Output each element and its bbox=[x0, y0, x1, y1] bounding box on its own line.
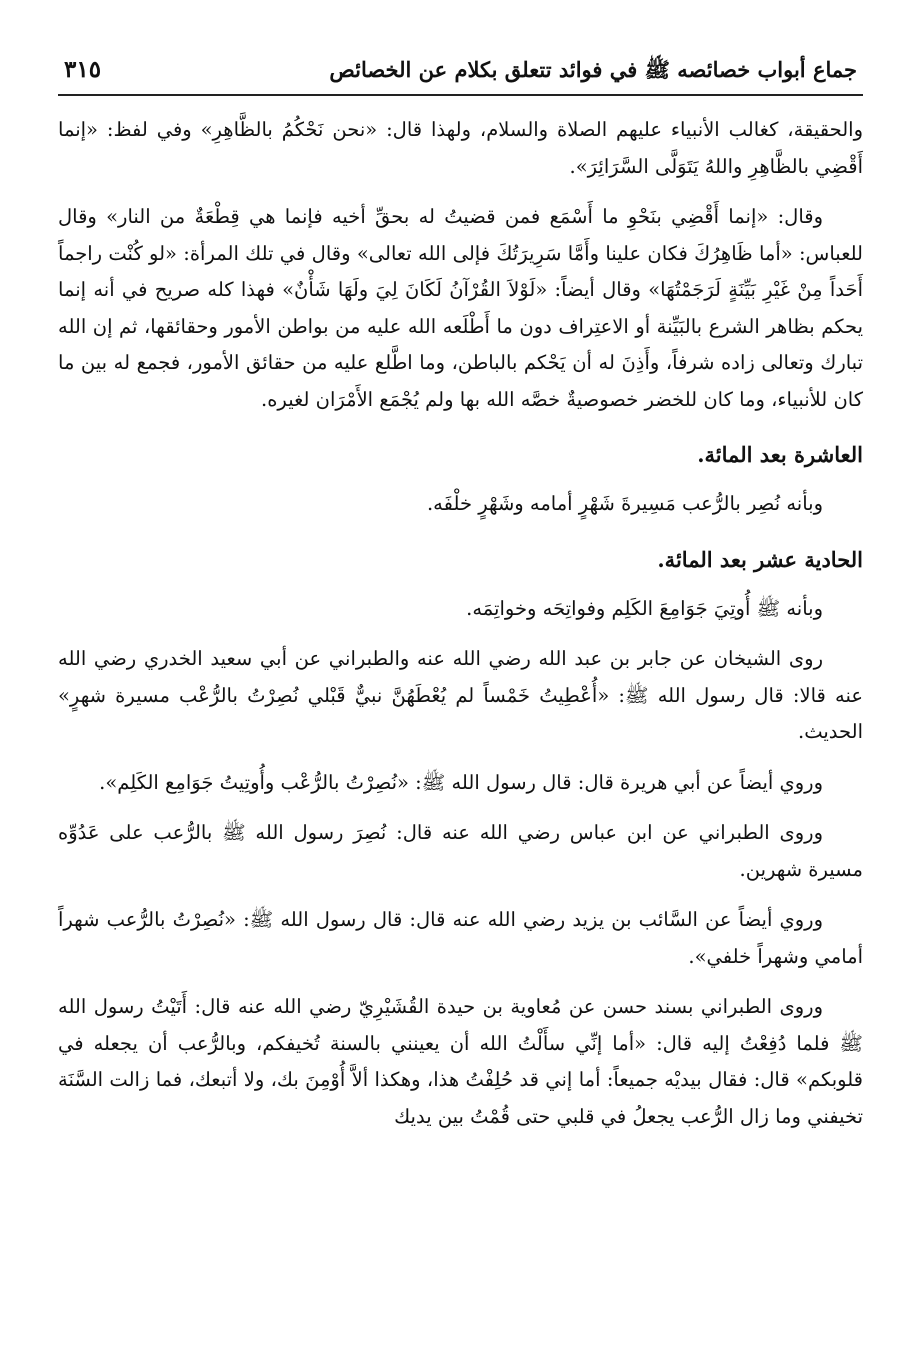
paragraph: وقال: «إنما أَقْضِي بنَحْوِ ما أَسْمَع فمن قضيتُ له بحقِّ أخيه فإنما هي قِطْعَةٌ من النار» وقال للعباس: «أما ظَاهِرُكَ فكان علينا وأَمَّا سَرِيرَتُكَ فإلى الله تعالى» وقال في تلك المرأة: «لو كُنْت راجماً أَحَداً مِنْ غَيْرِ بَيِّنَةٍ لَرَجَمْتُهَا» وقال أيضاً: «لَوْلاَ القُرْآنُ لَكَانَ لِيَ ولَهَا شَأْنٌ» فهذا كله صريح في أنه إنما يحكم بظاهر الشرع بالبَيِّنة أو الاعتِراف دون ما أَطْلَعه الله عليه من بواطن الأمور وحقائقها، ثم إن الله تبارك وتعالى زاده شرفاً، وأَذِنَ له أن يَحْكم بالباطن، وما اطَّلع عليه من حقائق الأمور، فجمع له بين ما كان للأنبياء، وما كان للخضر خصوصيةٌ خصَّه الله بها ولم يُجْمَع الأَمْرَان لغيره. bbox=[58, 205, 863, 411]
paragraph: روى الشيخان عن جابر بن عبد الله رضي الله عنه والطبراني عن أبي سعيد الخدري رضي الله عنه قالا: قال رسول الله ﷺ: «أُعْطِيتُ خَمْساً لم يُعْطَهُنَّ نبيٌّ قَبْلي نُصِرْتُ بالرُّعْب مسيرة شهرٍ» الحديث. bbox=[58, 647, 863, 743]
section-heading: الحادية عشر بعد المائة. bbox=[657, 546, 863, 572]
paragraph: وبأنه نُصِر بالرُّعب مَسِيرةَ شَهْرٍ أمامه وشَهْرٍ خلْفَه. bbox=[426, 492, 823, 515]
page-body bbox=[58, 112, 863, 1135]
paragraph: وروي أيضاً عن أبي هريرة قال: قال رسول الله ﷺ: «نُصِرْتُ بالرُّعْب وأُوتِيتُ جَوَامِع الكَلِم». bbox=[99, 770, 823, 794]
running-title: جماع أبواب خصائصه ﷺ في فوائد تتعلق بكلام عن الخصائص bbox=[329, 57, 857, 82]
paragraph: وروى الطبراني عن ابن عباس رضي الله عنه قال: نُصِرَ رسول الله ﷺ بالرُّعب على عَدُوِّه مسيرة شهرين. bbox=[58, 821, 863, 881]
paragraph: وروى الطبراني بسند حسن عن مُعاوية بن حيدة القُشَيْرِيّ رضي الله عنه قال: أَتَيْتُ رسول الله ﷺ فلما دُفِعْتُ إليه قال: «أما إنِّي سأَلْتُ الله أن يعينني بالسنة تُخيفكم، وبالرُّعب أن يجعله في قلوبكم» قال: فقال بيديْه جميعاً: أما إني قد حُلِفْتُ هذا، وهكذا ألاَّ أُوْمِنَ بك، ولا أتبعك، فما زالت السَّنَة تخيفني وما زال الرُّعب يجعلُ في قلبي حتى قُمْتُ بين يديك bbox=[58, 995, 863, 1128]
section-heading: العاشرة بعد المائة. bbox=[697, 442, 863, 467]
paragraph: وبأنه ﷺ أُوتِيَ جَوَامِعَ الكَلِم وفواتِحَه وخواتِمَه. bbox=[466, 596, 823, 620]
running-header bbox=[58, 56, 863, 96]
paragraph: وروي أيضاً عن السَّائب بن يزيد رضي الله عنه قال: قال رسول الله ﷺ: «نُصِرْتُ بالرُّعب شهراً أمامي وشهراً خلفي». bbox=[58, 908, 863, 968]
paragraph: والحقيقة، كغالب الأنبياء عليهم الصلاة والسلام، ولهذا قال: «نحن نَحْكُمُ بالظَّاهِرِ» وفي لفظ: «إنما أَقْضِي بالظَّاهِرِ واللهُ يَتَوَلَّى السَّرَائِرَ». bbox=[58, 118, 863, 178]
page-number: ٣١٥ bbox=[64, 56, 102, 83]
